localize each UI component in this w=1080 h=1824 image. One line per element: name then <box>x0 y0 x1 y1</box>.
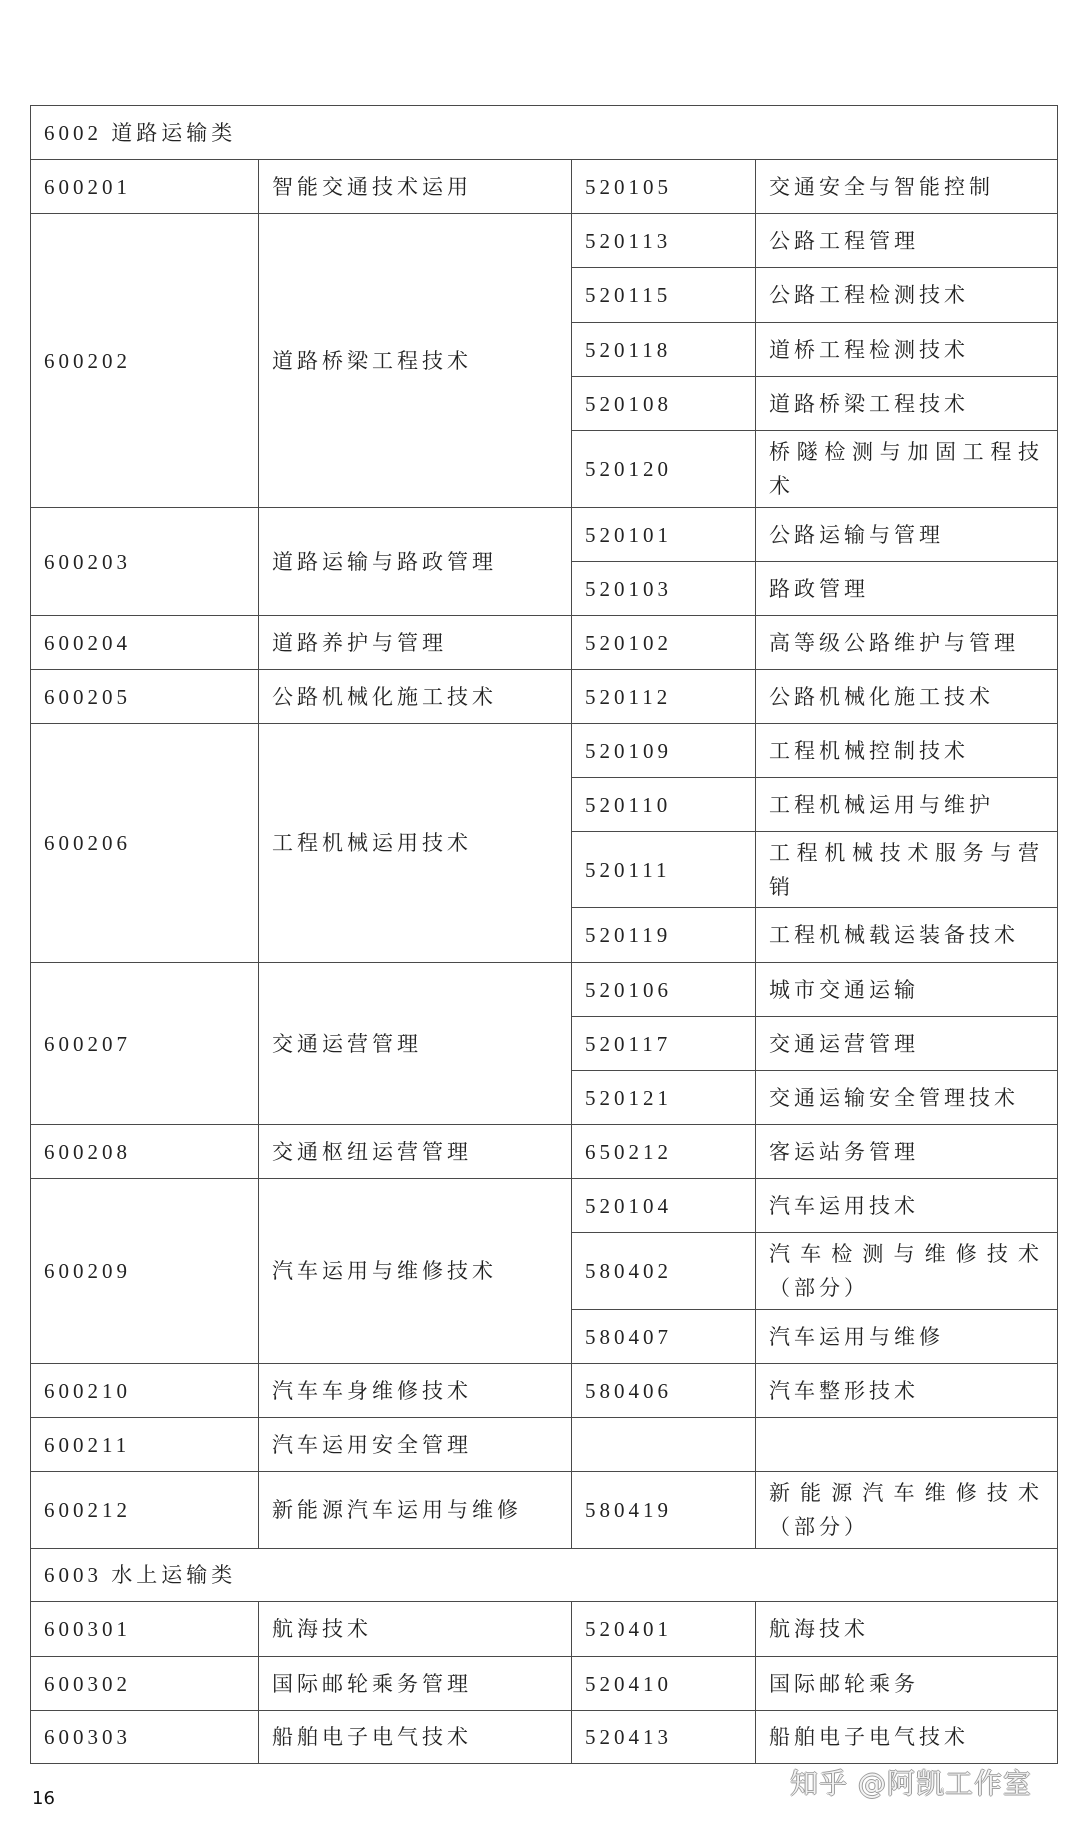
section-header-row <box>31 106 1058 160</box>
old-name: 汽车整形技术 <box>756 1364 1058 1418</box>
old-code: 520401 <box>572 1602 756 1657</box>
old-name: 航海技术 <box>756 1602 1058 1657</box>
new-code: 600202 <box>31 214 259 508</box>
old-code: 520118 <box>572 323 756 377</box>
old-name: 交通运输安全管理技术 <box>756 1071 1058 1125</box>
old-code: 520109 <box>572 724 756 778</box>
new-name: 船舶电子电气技术 <box>259 1711 572 1764</box>
old-name: 路政管理 <box>756 562 1058 616</box>
new-code: 600206 <box>31 724 259 963</box>
table-row <box>31 670 1058 724</box>
old-code: 520113 <box>572 214 756 268</box>
old-code: 520115 <box>572 268 756 323</box>
old-name: 工程机械运用与维护 <box>756 778 1058 832</box>
section-title: 6003 水上运输类 <box>31 1549 1058 1602</box>
old-name: 新能源汽车维修技术（部分） <box>756 1472 1058 1549</box>
old-name: 道路桥梁工程技术 <box>756 377 1058 431</box>
old-code: 520112 <box>572 670 756 724</box>
table-row <box>31 1418 1058 1472</box>
old-name: 交通安全与智能控制 <box>756 160 1058 214</box>
new-code: 600301 <box>31 1602 259 1657</box>
old-name: 工程机械载运装备技术 <box>756 908 1058 963</box>
old-code: 650212 <box>572 1125 756 1179</box>
old-code: 520101 <box>572 508 756 562</box>
new-code: 600201 <box>31 160 259 214</box>
new-code: 600203 <box>31 508 259 616</box>
new-name: 公路机械化施工技术 <box>259 670 572 724</box>
old-name: 高等级公路维护与管理 <box>756 616 1058 670</box>
new-name: 国际邮轮乘务管理 <box>259 1657 572 1711</box>
table-row <box>31 160 1058 214</box>
old-code: 520104 <box>572 1179 756 1233</box>
section-title: 6002 道路运输类 <box>31 106 1058 160</box>
old-code: 520413 <box>572 1711 756 1764</box>
old-code: 580406 <box>572 1364 756 1418</box>
new-code: 600205 <box>31 670 259 724</box>
old-name: 汽车运用技术 <box>756 1179 1058 1233</box>
table-row <box>31 1711 1058 1764</box>
old-name: 国际邮轮乘务 <box>756 1657 1058 1711</box>
new-name: 交通枢纽运营管理 <box>259 1125 572 1179</box>
old-name: 公路工程检测技术 <box>756 268 1058 323</box>
new-code: 600207 <box>31 963 259 1125</box>
table-row <box>31 508 1058 562</box>
new-name: 汽车运用安全管理 <box>259 1418 572 1472</box>
old-code: 520117 <box>572 1017 756 1071</box>
new-name: 道路运输与路政管理 <box>259 508 572 616</box>
major-mapping-table <box>30 105 1058 1764</box>
old-name: 汽车检测与维修技术（部分） <box>756 1233 1058 1310</box>
new-name: 航海技术 <box>259 1602 572 1657</box>
old-code: 580419 <box>572 1472 756 1549</box>
new-name: 道路桥梁工程技术 <box>259 214 572 508</box>
old-name: 道桥工程检测技术 <box>756 323 1058 377</box>
old-name: 工程机械控制技术 <box>756 724 1058 778</box>
old-name: 客运站务管理 <box>756 1125 1058 1179</box>
new-code: 600204 <box>31 616 259 670</box>
new-name: 新能源汽车运用与维修 <box>259 1472 572 1549</box>
old-name: 桥隧检测与加固工程技术 <box>756 431 1058 508</box>
table-row <box>31 1472 1058 1549</box>
old-code: 520121 <box>572 1071 756 1125</box>
old-name <box>756 1418 1058 1472</box>
table-row <box>31 724 1058 778</box>
table-row <box>31 1125 1058 1179</box>
old-name: 公路机械化施工技术 <box>756 670 1058 724</box>
new-code: 600303 <box>31 1711 259 1764</box>
old-code: 520108 <box>572 377 756 431</box>
new-name: 交通运营管理 <box>259 963 572 1125</box>
new-code: 600212 <box>31 1472 259 1549</box>
new-code: 600209 <box>31 1179 259 1364</box>
old-name: 城市交通运输 <box>756 963 1058 1017</box>
old-code: 520103 <box>572 562 756 616</box>
old-name: 公路运输与管理 <box>756 508 1058 562</box>
old-name: 交通运营管理 <box>756 1017 1058 1071</box>
new-code: 600208 <box>31 1125 259 1179</box>
old-code: 520120 <box>572 431 756 508</box>
old-code <box>572 1418 756 1472</box>
table-row <box>31 1657 1058 1711</box>
old-name: 汽车运用与维修 <box>756 1310 1058 1364</box>
old-code: 520111 <box>572 832 756 908</box>
section-header-row <box>31 1549 1058 1602</box>
old-code: 520410 <box>572 1657 756 1711</box>
new-name: 工程机械运用技术 <box>259 724 572 963</box>
new-code: 600210 <box>31 1364 259 1418</box>
old-code: 520110 <box>572 778 756 832</box>
old-code: 520119 <box>572 908 756 963</box>
new-name: 智能交通技术运用 <box>259 160 572 214</box>
new-name: 汽车运用与维修技术 <box>259 1179 572 1364</box>
old-code: 520106 <box>572 963 756 1017</box>
table-row <box>31 1364 1058 1418</box>
new-code: 600211 <box>31 1418 259 1472</box>
old-code: 520102 <box>572 616 756 670</box>
new-name: 道路养护与管理 <box>259 616 572 670</box>
old-code: 520105 <box>572 160 756 214</box>
table-row <box>31 1179 1058 1233</box>
table-row <box>31 214 1058 268</box>
old-name: 工程机械技术服务与营销 <box>756 832 1058 908</box>
page-number: 16 <box>32 1788 55 1809</box>
new-name: 汽车车身维修技术 <box>259 1364 572 1418</box>
old-name: 船舶电子电气技术 <box>756 1711 1058 1764</box>
new-code: 600302 <box>31 1657 259 1711</box>
old-code: 580407 <box>572 1310 756 1364</box>
old-code: 580402 <box>572 1233 756 1310</box>
table-row <box>31 616 1058 670</box>
old-name: 公路工程管理 <box>756 214 1058 268</box>
table-row <box>31 1602 1058 1657</box>
zhihu-watermark: 知乎 @阿凯工作室 <box>790 1767 1032 1800</box>
table-row <box>31 963 1058 1017</box>
